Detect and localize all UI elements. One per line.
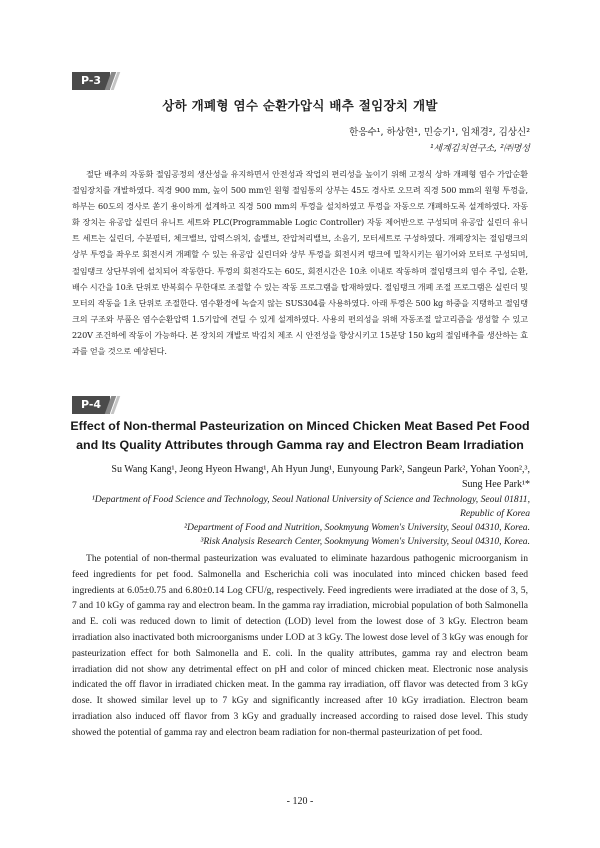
p4-abstract: The potential of non-thermal pasteurization was evaluated to eliminate hazardous pathogenic microorganism in feed ingredients for pet food. Salmonella and Escherichia coli was inoculated into minced chicken based feed ingredients at 6.05±0.75 and 6.80±0.14 Log CFU/g, respectively. Feed ingredients were irradiated at the dose of 3, 5, 7 and 10 kGy of gamma ray and electron beam. In the gamma ray irradiation, microbial population of both Salmonella and E. coli was reduced down to limit of detection (LOD) level from the lowest dose of 3 kGy. Electron beam irradiation also inactivated both microorganisms under LOD at 3 kGy. The lowest dose level of 3 kGy was enough for pasteurization effect for both Salmonella and E. coli. In the quality attributes, gamma ray and electron beam irradiation did not show any detrimental effect on pH and color of minced chicken meat. Electronic nose analysis indicated the off flavor in irradiated chicken meat. In the gamma ray irradiation, off flavor was detected from 3 kGy dose. It showed similar level up to 7 kGy and significantly increased after 10 kGy irradiation. Electron beam irradiation also induced off flavor from 3 kGy and gradually increased according to raised dose level. This study showed the potential of gamma ray and electron beam radiation for non-thermal pasteurization of pet food. bbox=[72, 553, 528, 738]
tag-label: P-4 bbox=[80, 398, 102, 411]
p3-abstract: 절단 배추의 자동화 절임공정의 생산성을 유지하면서 안전성과 작업의 편리성을 높이기 위해 고정식 상하 개폐형 염수 가압순환 절임장치를 개발하였다. 직경 900 mm, 높이 500 mm인 원형 절임통의 상부는 45도 경사로 오므려 직경 500 mm의 원형 투껑을, 하부는 60도의 경사로 쏟기 용이하게 설계하고 직경 500 mm의 투껑을 설치하였고 투껑을 자동으로 개폐하도록 설계하였다. 자동화 장치는 유공압 실린더 유니트 세트와 PLC(Programmable Logic Controller) 자동 제어반으로 구성되며 유공압 실린더 유니트 세트는 실린더, 수분필터, 체크밸브, 압력스위치, 솔밸브, 잔압처리밸브, 소음기, 모터세트로 구성하였다. 개폐장치는 절임탱크의 상부 투껑을 좌우로 회전시켜 개폐할 수 있는 유공압 실린더와 상부 투껑을 회전시켜 탱크에 밀착시키는 웜기어와 모터로 구성되며, 절임탱크 상단부위에 설치되어 작동한다. 투껑의 회전각도는 60도, 회전시간은 10초 이내로 작동하며 절임탱크의 염수 주입, 순환, 배수 시간을 10초 단위로 반복회수 무한대로 조절할 수 있는 작동 프로그램을 탑재하였다. 절임탱크 개폐 조절 프로그램은 실린더 및 모터의 작동을 1초 단위로 조절한다. 염수환경에 녹슬지 않는 SUS304를 사용하였다. 아래 투껑은 500 kg 하중을 지탱하고 절임탱크의 구조와 부품은 염수순환압력 1.5기압에 견딜 수 있게 설계하였다. 사용의 편의성을 위해 자동조절 알고리즘을 생성할 수 있고 220V 조건하에 작동이 가능하다. 본 장치의 개발로 박김치 제조 시 안전성을 향상시키고 15분당 150 kg의 절임배추를 생산하는 효과를 얻을 것으로 예상된다. bbox=[72, 169, 528, 357]
p3-affiliation: ¹세계김치연구소, ²㈜명성 bbox=[429, 144, 530, 154]
p4-authors: Su Wang Kang¹, Jeong Hyeon Hwang¹, Ah Hyun Jung¹, Eunyoung Park², Sangeun Park², Yohan Yoon²,³, Sung Hee Park¹* bbox=[111, 464, 530, 490]
p4-affiliation-2: ²Department of Food and Nutrition, Sookmyung Women's University, Seoul 04310, Korea. bbox=[184, 522, 530, 533]
tag-label: P-3 bbox=[80, 74, 102, 87]
p3-title: 상하 개폐형 염수 순환가압식 배추 절임장치 개발 bbox=[162, 98, 438, 113]
p4-title: Effect of Non-thermal Pasteurization on Minced Chicken Meat Based Pet Food and Its Quality Attributes through Gamma ray and Electron Beam Irradiation bbox=[70, 419, 530, 452]
p4-affiliations bbox=[70, 493, 530, 549]
p4-affiliation-3: ³Risk Analysis Research Center, Sookmyung Women's University, Seoul 04310, Korea. bbox=[200, 536, 530, 547]
page-number: - 120 - bbox=[286, 796, 314, 807]
section-tag-p4 bbox=[72, 396, 118, 414]
section-tag-p3 bbox=[72, 72, 118, 90]
p3-authors: 한응수¹, 하상현¹, 민승기¹, 임채경², 김상신² bbox=[349, 127, 530, 138]
p4-affiliation-1: ¹Department of Food Science and Technology, Seoul National University of Science and Technology, Seoul 01811, Republic of Korea bbox=[91, 494, 530, 519]
